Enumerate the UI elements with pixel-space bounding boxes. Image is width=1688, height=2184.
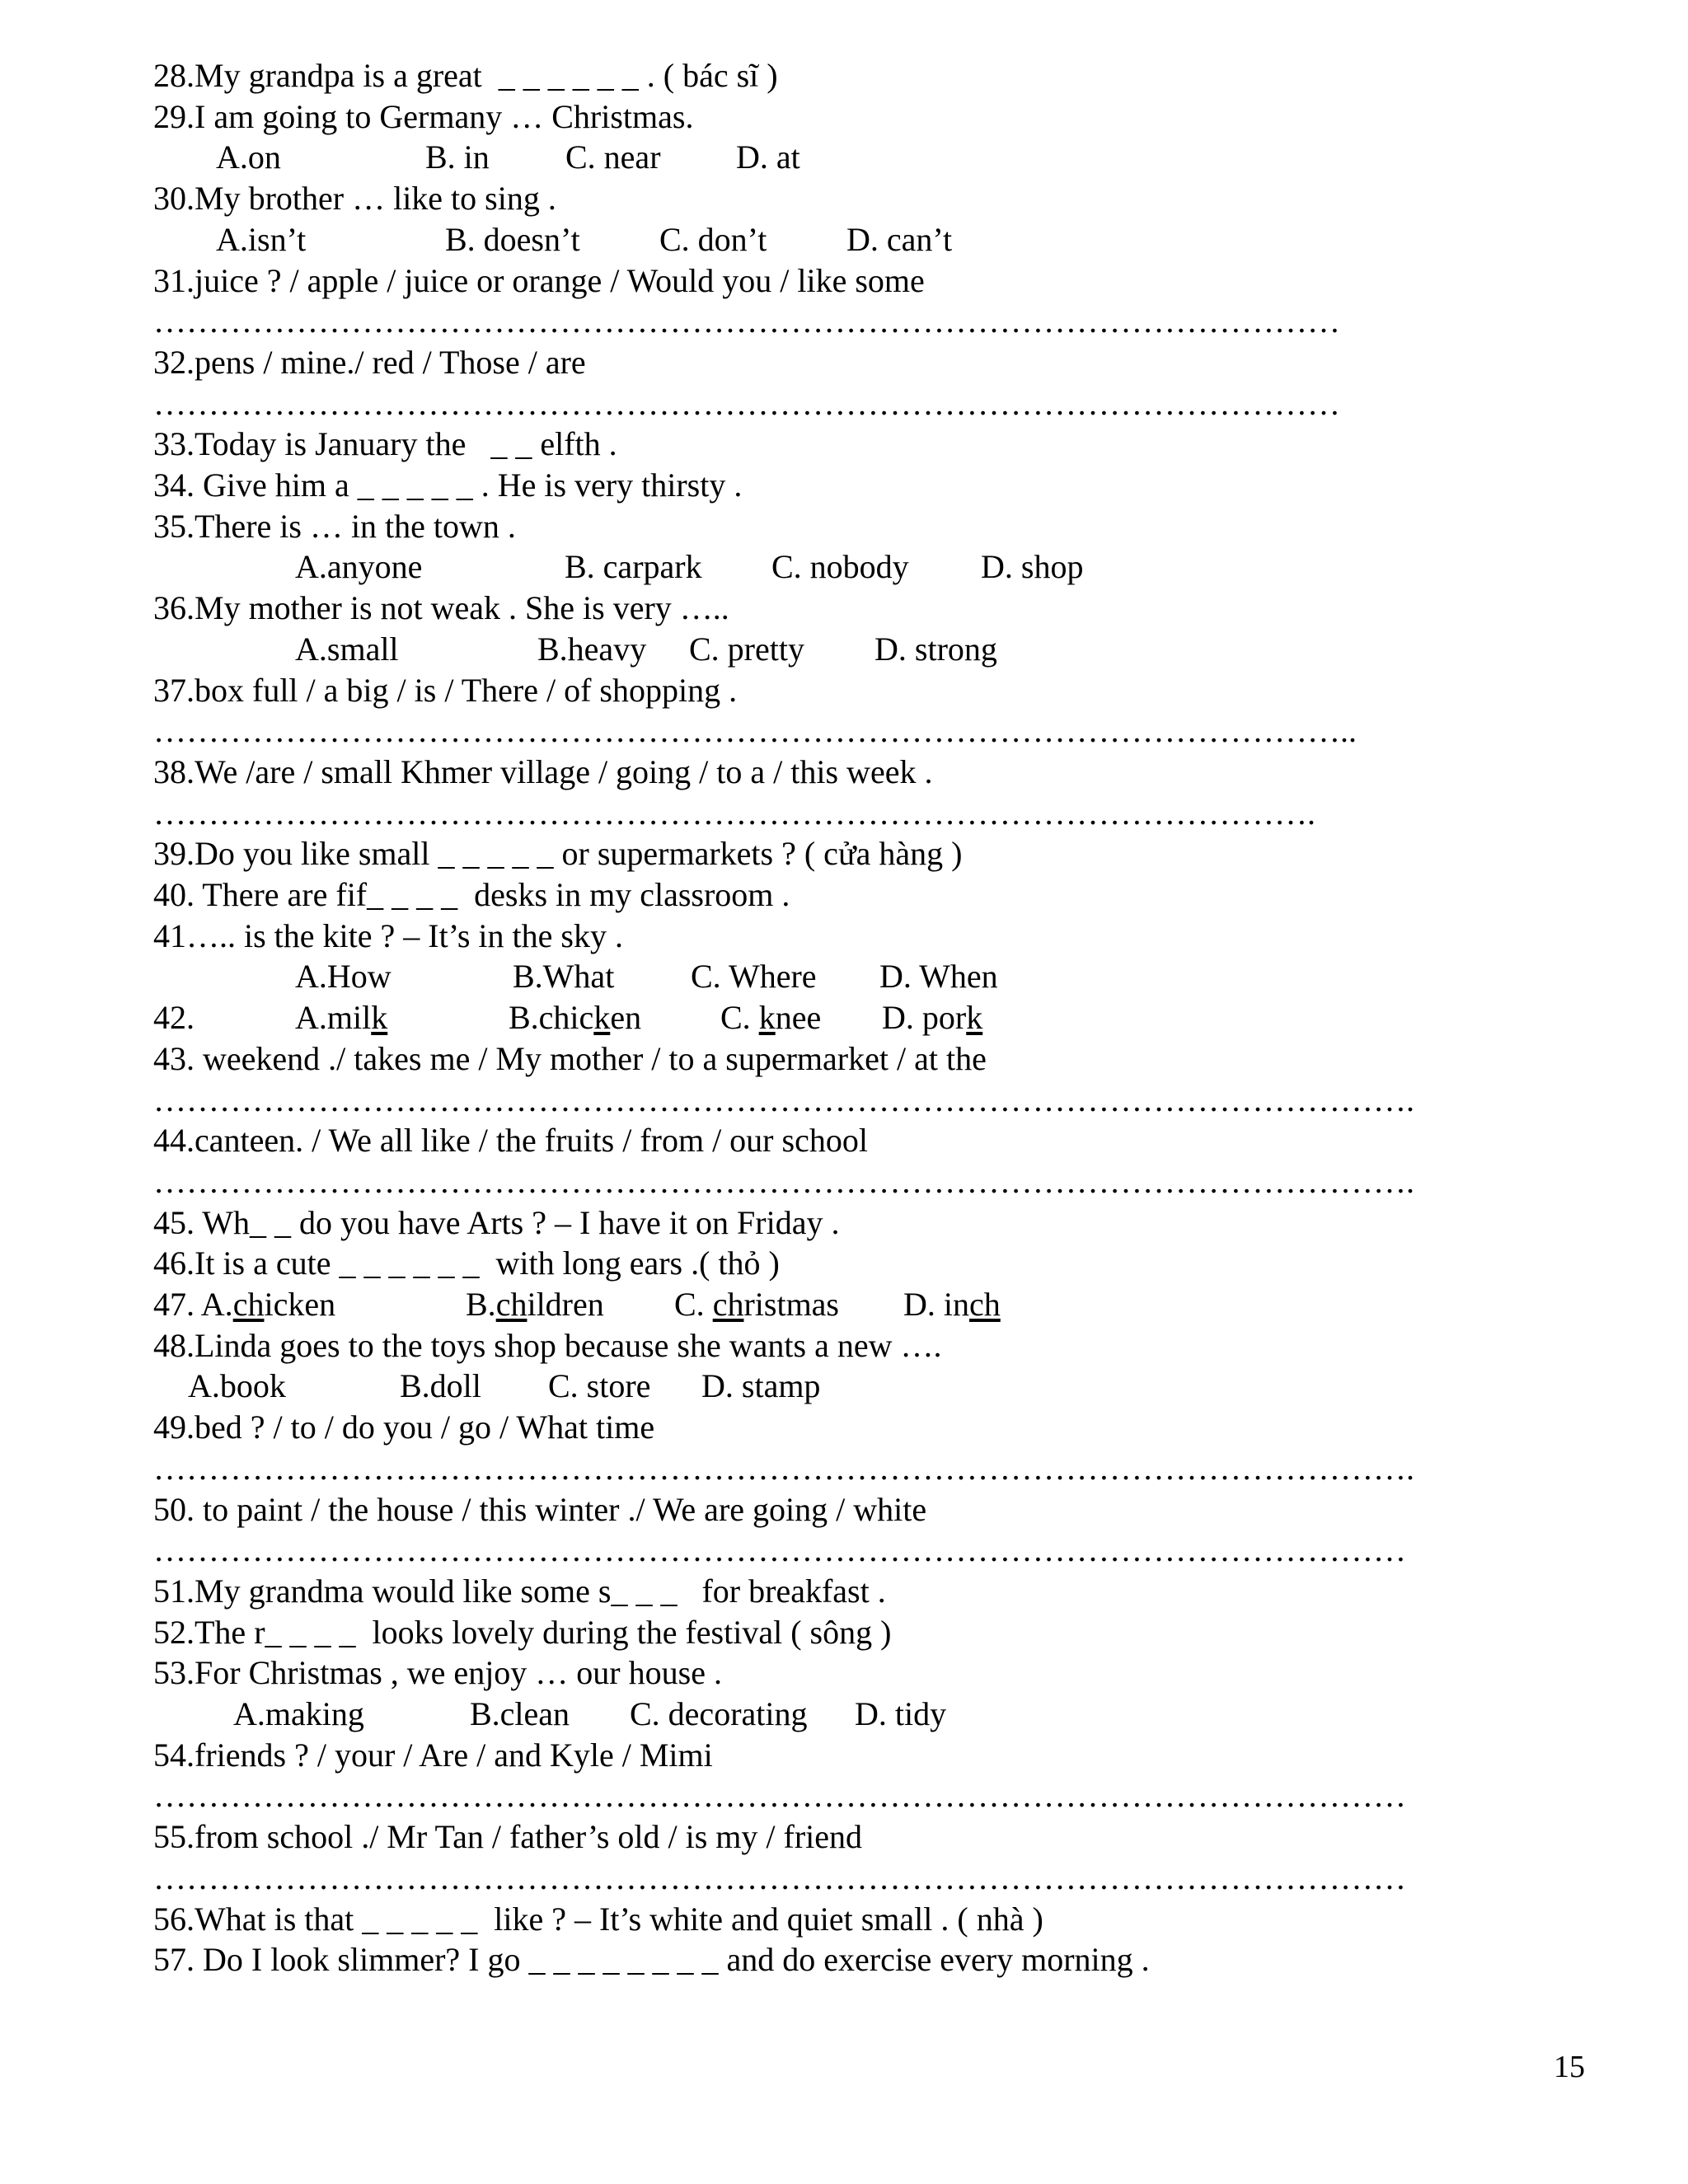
question-line: 34. Give him a _ _ _ _ _ . He is very thirsty . (153, 466, 743, 504)
question-line: 31.juice ? / apple / juice or orange / Would you / like some (153, 261, 925, 299)
answer-option: B.What (513, 958, 615, 996)
options-line (0, 1366, 1484, 1407)
options-line (0, 1284, 1484, 1325)
answer-option: A.on (216, 138, 281, 176)
answer-option: B. in (425, 138, 490, 176)
answer-option: C. don’t (659, 220, 767, 258)
answer-option: D. can’t (846, 220, 953, 258)
question-line: 49.bed ? / to / do you / go / What time (153, 1408, 655, 1446)
answer-option: D. tidy (855, 1695, 947, 1732)
question-line: 55.from school ./ Mr Tan / father’s old / is my / friend (153, 1818, 863, 1856)
question-line: ……………………………………………………………………………………………………. (153, 1449, 1414, 1487)
answer-option: A.milk (295, 999, 388, 1037)
question-line: 28.My grandpa is a great _ _ _ _ _ _ . ( bác sĩ ) (153, 57, 778, 94)
answer-option: B.clean (470, 1695, 570, 1732)
question-line: 54.friends ? / your / Are / and Kyle / Mimi (153, 1736, 713, 1774)
question-line: 33.Today is January the _ _ elfth . (153, 425, 617, 463)
answer-option: C. Where (691, 958, 817, 996)
question-line: 44.canteen. / We all like / the fruits / from / our school (153, 1122, 868, 1160)
answer-option: C. nobody (771, 548, 909, 586)
question-line: …………………………………………………………………………………………………… (153, 1858, 1406, 1896)
question-line: 52.The r_ _ _ _ looks lovely during the festival ( sông ) (153, 1613, 892, 1651)
answer-option: C. christmas (674, 1286, 839, 1323)
answer-option: D. When (879, 958, 998, 996)
answer-option: C. decorating (630, 1695, 808, 1732)
question-line: 43. weekend ./ takes me / My mother / to a supermarket / at the (153, 1039, 987, 1077)
question-line: 51.My grandma would like some s_ _ _ for breakfast . (153, 1572, 886, 1610)
question-line: 40. There are fif_ _ _ _ desks in my classroom . (153, 876, 790, 913)
question-line: 46.It is a cute _ _ _ _ _ _ with long ears .( thỏ ) (153, 1244, 780, 1282)
answer-option: B.chicken (509, 999, 642, 1037)
answer-option: A.small (295, 630, 399, 668)
question-line: ……………………………………………………………………………………………………. (153, 1162, 1414, 1200)
question-line: 45. Wh_ _ do you have Arts ? – I have it on Friday . (153, 1203, 840, 1241)
answer-option: C. pretty (689, 630, 804, 668)
question-line: …………………………………………………………………………………………………… (153, 1531, 1406, 1569)
question-line: 50. to paint / the house / this winter ./ We are going / white (153, 1490, 927, 1528)
answer-option: C. near (565, 138, 661, 176)
question-line: ……………………………………………………………………………………………. (153, 794, 1315, 832)
question-line: 41….. is the kite ? – It’s in the sky . (153, 916, 623, 954)
question-line: ……………………………………………………………………………………………… (153, 384, 1340, 422)
options-line (0, 137, 1484, 178)
question-line: ……………………………………………………………………………………………………. (153, 1080, 1414, 1118)
question-line: 38.We /are / small Khmer village / going / to a / this week . (153, 752, 933, 790)
options-line (0, 997, 1484, 1038)
answer-option: C. knee (720, 999, 822, 1037)
question-line: ……………………………………………………………………………………………….. (153, 712, 1357, 750)
answer-option: B.children (466, 1286, 604, 1323)
page-number: 15 (1554, 2050, 1585, 2084)
question-line: ……………………………………………………………………………………………… (153, 302, 1340, 340)
options-line (0, 219, 1484, 260)
answer-option: D. strong (874, 630, 997, 668)
answer-option: B.doll (400, 1367, 481, 1405)
answer-option: D. pork (882, 999, 983, 1037)
question-line: 32.pens / mine./ red / Those / are (153, 343, 586, 381)
answer-option: D. at (736, 138, 800, 176)
options-line (0, 956, 1484, 997)
options-line (0, 629, 1484, 670)
options-line (0, 546, 1484, 588)
answer-option: A.anyone (295, 548, 423, 586)
answer-option: D. inch (903, 1286, 1001, 1323)
question-line: 57. Do I look slimmer? I go _ _ _ _ _ _ _ _ and do exercise every morning . (153, 1941, 1150, 1979)
question-line: 48.Linda goes to the toys shop because she wants a new …. (153, 1326, 942, 1364)
question-line: 36.My mother is not weak . She is very ….. (153, 589, 729, 627)
question-number: 42. (153, 999, 195, 1037)
answer-option: C. store (548, 1367, 651, 1405)
question-line: 30.My brother … like to sing . (153, 180, 556, 218)
answer-option: D. stamp (701, 1367, 821, 1405)
question-line: 39.Do you like small _ _ _ _ _ or supermarkets ? ( cửa hàng ) (153, 835, 963, 873)
question-line: …………………………………………………………………………………………………… (153, 1777, 1406, 1815)
answer-option: D. shop (981, 548, 1084, 586)
question-line: 35.There is … in the town . (153, 507, 516, 545)
answer-option: A.How (295, 958, 392, 996)
answer-option: A.isn’t (216, 220, 307, 258)
answer-option: B. doesn’t (445, 220, 580, 258)
question-line: 37.box full / a big / is / There / of shopping . (153, 671, 738, 709)
answer-option: B. carpark (565, 548, 702, 586)
question-line: 56.What is that _ _ _ _ _ like ? – It’s white and quiet small . ( nhà ) (153, 1900, 1043, 1938)
options-line (0, 1694, 1484, 1735)
answer-option: A.making (233, 1695, 364, 1732)
answer-option: 47. A.chicken (153, 1286, 336, 1323)
answer-option: A.book (188, 1367, 286, 1405)
question-line: 53.For Christmas , we enjoy … our house . (153, 1654, 722, 1692)
answer-option: B.heavy (537, 630, 647, 668)
question-line: 29.I am going to Germany … Christmas. (153, 97, 694, 135)
